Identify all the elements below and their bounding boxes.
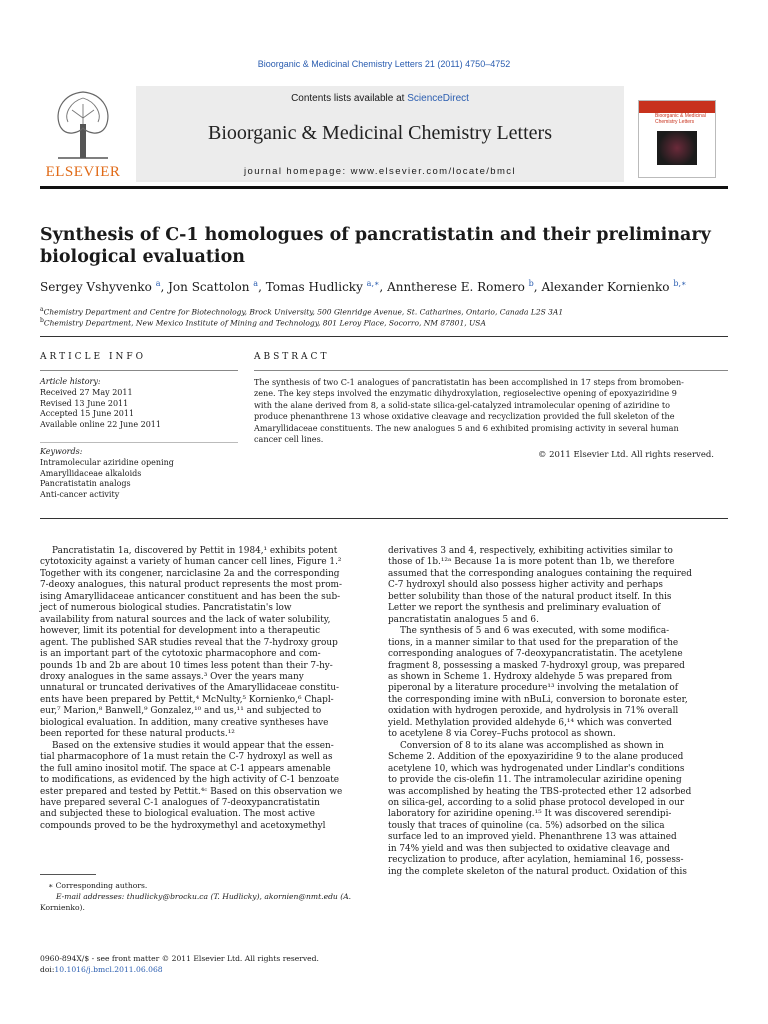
body-line: compounds proved to be the hydroxymethyl and acetoxymethyl	[40, 820, 326, 831]
body-line: laboratory for aziridine opening.¹⁵ It was discovered serendipi-	[388, 809, 672, 820]
body-line: Conversion of 8 to its alane was accomplished as shown in	[400, 740, 664, 751]
author-affiliation-mark[interactable]: b,∗	[673, 279, 687, 288]
body-line: as shown in Scheme 1. Hydroxy aldehyde 5 was prepared from	[388, 671, 673, 682]
body-line: C-7 hydroxyl should also possess higher activity and perhaps	[388, 580, 663, 591]
author-name[interactable]: Jon Scattolon	[168, 280, 250, 294]
header-divider	[40, 186, 728, 189]
body-paragraph	[40, 741, 374, 833]
author-affiliation-mark[interactable]: a	[155, 279, 161, 288]
issn-doi-block	[40, 953, 319, 975]
corresponding-authors-note: ∗ Corresponding authors.	[48, 881, 148, 890]
body-line: ing the complete skeleton of the natural product. Oxidation of this	[388, 866, 687, 877]
journal-homepage[interactable]: journal homepage: www.elsevier.com/locate/bmcl	[244, 166, 516, 177]
keyword-item: Intramolecular aziridine opening	[40, 457, 174, 467]
footnote	[40, 880, 370, 913]
body-line: eur,⁷ Marion,⁸ Banwell,⁹ Gonzalez,¹⁰ and us,¹¹ and subjected to	[40, 706, 322, 717]
body-line: pancratistatin analogues 5 and 6.	[388, 614, 539, 625]
email-addresses-cont: Kornienko).	[40, 903, 85, 912]
journal-banner	[136, 86, 624, 182]
body-line: cytotoxicity against a variety of human cancer cell lines, Figure 1.²	[40, 557, 342, 568]
body-line: have prepared several C-1 analogues of 7-deoxypancratistatin	[40, 797, 320, 808]
body-line: tions, in a manner similar to that used for the preparation of the	[388, 637, 679, 648]
body-column-right	[388, 546, 722, 878]
author-name[interactable]: Sergey Vshyvenko	[40, 280, 152, 294]
keyword-item: Anti-cancer activity	[40, 490, 120, 500]
body-line: however, limit its potential for development into a therapeutic	[40, 626, 321, 637]
body-paragraph	[388, 741, 722, 878]
keywords-label: Keywords:	[40, 447, 83, 456]
body-line: tously that traces of quinoline (ca. 5%) adsorbed on the silica	[388, 820, 665, 831]
history-item: Available online 22 June 2011	[40, 420, 161, 430]
abstract-divider	[254, 370, 728, 371]
body-line: tial pharmacophore of 1a must retain the C-7 hydroxyl as well as	[40, 752, 333, 763]
body-line: oxidation with hydrogen peroxide, and hydrolysis in 71% overall	[388, 706, 679, 717]
contents-line	[136, 93, 624, 104]
body-line: better solubility than those of the natural product itself. In this	[388, 591, 672, 602]
doi-prefix: doi:	[40, 965, 55, 974]
body-line: Pancratistatin 1a, discovered by Pettit in 1984,¹ exhibits potent	[52, 546, 338, 556]
abstract-text	[254, 377, 714, 445]
publisher-name: ELSEVIER	[45, 164, 121, 180]
body-line: been reported for these natural products.¹²	[40, 729, 235, 740]
body-line: piperonal by a literature procedure¹³ involving the metalation of	[388, 683, 679, 694]
affiliation-mark: b	[40, 317, 44, 324]
elsevier-logo[interactable]	[40, 88, 126, 180]
journal-title: Bioorganic & Medicinal Chemistry Letters	[207, 122, 552, 144]
body-line: on silica-gel, according to a solid phase protocol developed in our	[388, 797, 685, 808]
body-line: recyclization to produce, after acylation, hemiaminal 16, possess-	[388, 855, 684, 866]
article-title	[40, 224, 720, 268]
body-line: the corresponding imine with nBuLi, conversion to boronate ester,	[388, 694, 688, 705]
body-paragraph	[40, 546, 374, 741]
contents-prefix: Contents lists available at	[291, 93, 408, 104]
body-line: pounds 1b and 2b are about 10 times less potent than their 7-hy-	[40, 660, 333, 671]
article-title-line: Synthesis of C-1 homologues of pancratistatin and their preliminary	[40, 225, 711, 245]
abstract-line: produce phenanthrene 13 whose oxidative cleavage and recyclization provided the full skeleton of the	[254, 411, 675, 422]
body-line: to modifications, as evidenced by the high activity of C-1 benzoate	[40, 775, 340, 786]
abstract-line: Amaryllidaceae constituents. The new analogues 5 and 6 exhibited promising activity in several human	[254, 422, 679, 433]
body-line: Together with its congener, narciclasine 2a and the corresponding	[40, 568, 340, 579]
body-line: yield. Methylation provided aldehyde 6,¹⁴ which was converted	[388, 717, 672, 728]
sciencedirect-link[interactable]: ScienceDirect	[407, 93, 469, 104]
history-item: Received 27 May 2011	[40, 387, 133, 397]
abstract-line: with the alane derived from 8, a solid-state silica-gel-catalyzed intramolecular opening of aziridine to	[254, 399, 671, 410]
body-line: acetylene 10, which was hydrogenated under Lindlar's conditions	[388, 763, 685, 774]
body-line: to provide the cis-olefin 11. The intramolecular aziridine opening	[388, 775, 682, 786]
body-line: availability from natural sources and the lack of water solubility,	[40, 614, 331, 625]
cover-image	[657, 131, 697, 165]
body-line: Letter we report the synthesis and preliminary evaluation of	[388, 603, 661, 614]
body-paragraph	[388, 546, 722, 626]
body-line: is an important part of the cytotoxic pharmacophore and com-	[40, 649, 321, 660]
body-line: ester prepared and tested by Pettit.⁴ᶜ Based on this observation we	[40, 786, 343, 797]
abstract-line: The synthesis of two C-1 analogues of pancratistatin has been accomplished in 17 steps from bromoben-	[254, 377, 684, 387]
body-line: to acetylene 8 via Corey–Fuchs protocol as shown.	[388, 729, 616, 740]
body-line: droxy analogues in the same assays.³ Over the years many	[40, 671, 304, 682]
cover-title: Bioorganic & Medicinal Chemistry Letters	[655, 113, 706, 125]
body-line: the full amino inositol motif. The space at C-1 appears amenable	[40, 763, 331, 774]
journal-cover-thumbnail[interactable]	[638, 100, 716, 178]
body-line: those of 1b.¹²ᵃ Because 1a is more potent than 1b, we therefore	[388, 557, 675, 568]
body-line: assumed that the corresponding analogues containing the required	[388, 568, 692, 579]
body-line: biological evaluation. In addition, many creative syntheses have	[40, 717, 329, 728]
abstract-heading: ABSTRACT	[254, 352, 330, 362]
affiliation-divider	[40, 336, 728, 337]
author-name[interactable]: Anntherese E. Romero	[387, 280, 525, 294]
footnote-divider	[40, 874, 96, 875]
keywords-divider	[40, 442, 238, 443]
doi-link[interactable]: 10.1016/j.bmcl.2011.06.068	[54, 965, 163, 974]
body-line: fragment 8, possessing a masked 7-hydroxyl group, was prepared	[388, 660, 685, 671]
body-line: agent. The published SAR studies reveal that the 7-hydroxy group	[40, 637, 338, 648]
body-line: corresponding analogues of 7-deoxypancratistatin. The acetylene	[388, 649, 683, 660]
masthead	[40, 86, 728, 182]
abstract-line: cancer cell lines.	[254, 434, 324, 445]
keyword-item: Amaryllidaceae alkaloids	[40, 468, 142, 478]
elsevier-tree-icon	[50, 88, 116, 160]
history-item: Revised 13 June 2011	[40, 398, 129, 408]
journal-citation[interactable]: Bioorganic & Medicinal Chemistry Letters 21 (2011) 4750–4752	[257, 59, 511, 69]
keywords	[40, 447, 238, 501]
body-line: Scheme 2. Addition of the epoxyaziridine 9 to the alane produced	[388, 752, 684, 763]
abstract-line: zene. The key steps involved the enzymatic dihydroxylation, regioselective opening of epoxyaziridine 9	[254, 388, 677, 399]
affiliation-text: Chemistry Department and Centre for Biotechnology, Brock University, 500 Glenridge Avenue, St. Catharines, Ontario, Canada L2S 3A1	[43, 307, 564, 317]
issn-line: 0960-894X/$ - see front matter © 2011 Elsevier Ltd. All rights reserved.	[40, 954, 319, 963]
body-line: in 74% yield and was then subjected to oxidative cleavage and	[388, 843, 670, 854]
author-affiliation-mark[interactable]: b	[528, 279, 534, 288]
body-line: The synthesis of 5 and 6 was executed, with some modifica-	[400, 626, 670, 637]
history-label: Article history:	[40, 377, 101, 386]
affiliation-mark: a	[40, 306, 44, 313]
body-line: ents have been prepared by Pettit,⁴ McNulty,⁵ Kornienko,⁶ Chapl-	[40, 694, 334, 705]
body-line: unnatural or truncated derivatives of the Amaryllidaceae constitu-	[40, 683, 340, 694]
body-column-left	[40, 546, 374, 832]
email-addresses[interactable]: E-mail addresses: thudlicky@brocku.ca (T. Hudlicky), akornien@nmt.edu (A.	[56, 892, 352, 901]
affiliation-text: Chemistry Department, New Mexico Institute of Mining and Technology, 801 Leroy Place, Socorro, NM 87801, USA	[43, 318, 486, 328]
body-line: Based on the extensive studies it would appear that the essen-	[52, 740, 334, 751]
keyword-item: Pancratistatin analogs	[40, 479, 131, 489]
article-title-line: biological evaluation	[40, 247, 245, 267]
body-paragraph	[388, 626, 722, 741]
abstract-copyright: © 2011 Elsevier Ltd. All rights reserved.	[537, 450, 714, 460]
article-history	[40, 377, 238, 431]
body-line: 7-deoxy analogues, this natural product represents the most prom-	[40, 580, 342, 591]
doi-line	[40, 964, 319, 975]
author-name[interactable]: Alexander Kornienko	[541, 280, 670, 294]
author-affiliation-mark[interactable]: a	[253, 279, 259, 288]
body-line: derivatives 3 and 4, respectively, exhibiting activities similar to	[388, 546, 673, 556]
cover-band	[639, 101, 715, 113]
affiliation	[40, 306, 728, 317]
body-line: ising Amaryllidaceae anticancer constituent and has been the sub-	[40, 591, 341, 602]
info-divider	[40, 370, 238, 371]
body-line: and subjected these to biological evaluation. The most active	[40, 809, 315, 820]
author-list: Sergey Vshyvenko $^a$, Jon Scattolon $^a$, Tomas Hudlicky $^{a,∗}$, Anntherese E. Romero $^b$, Alexander Kornienko $^{b,∗}$	[40, 279, 687, 294]
author-affiliation-mark[interactable]: a,∗	[366, 279, 380, 288]
article-info-heading: ARTICLE INFO	[40, 352, 147, 362]
body-line: ject of numerous biological studies. Pancratistatin's low	[40, 603, 292, 614]
affiliation	[40, 317, 728, 328]
history-item: Accepted 15 June 2011	[40, 409, 135, 419]
body-line: surface led to an improved yield. Phenanthrene 13 was attained	[388, 832, 677, 843]
abstract-end-divider	[40, 518, 728, 519]
body-line: was accomplished by heating the TBS-protected ether 12 adsorbed	[388, 786, 692, 797]
author-name[interactable]: Tomas Hudlicky	[265, 280, 363, 294]
